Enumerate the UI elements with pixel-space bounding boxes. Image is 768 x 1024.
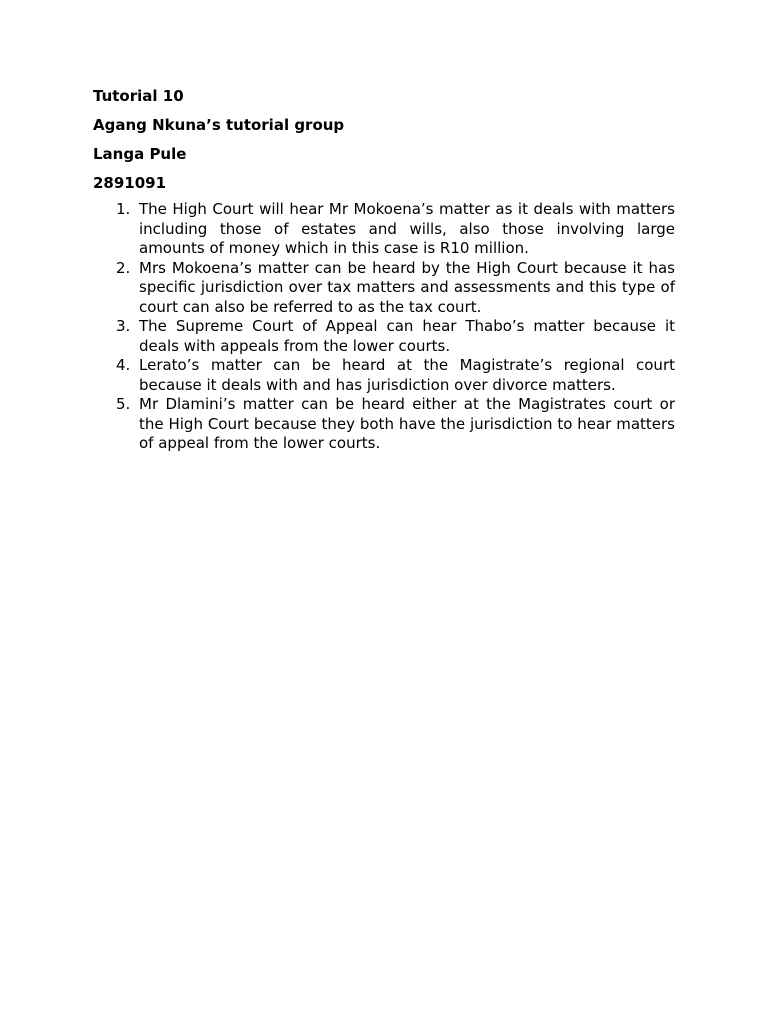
answer-number: 3. (116, 317, 131, 335)
answer-text: Mrs Mokoena’s matter can be heard by the High Court because it has specific jurisdiction over tax matters and assessments and this type of court can also be referred to as the tax court. (139, 258, 675, 316)
answer-text: Lerato’s matter can be heard at the Magistrate’s regional court because it deals with and has jurisdiction over divorce matters. (139, 356, 675, 394)
answer-text: Mr Dlamini’s matter can be heard either at the Magistrates court or the High Court because they both have the jurisdiction to hear matters of appeal from the lower courts. (139, 395, 675, 452)
student-name: Langa Pule (93, 145, 187, 163)
answer-text: The High Court will hear Mr Mokoena’s matter as it deals with matters including those of estates and wills, also those involving large amounts of money which in this case is R10 million. (139, 200, 675, 257)
answer-text: The Supreme Court of Appeal can hear Thabo’s matter because it deals with appeals from the lower courts. (139, 317, 675, 355)
answer-number: 2. (116, 258, 131, 277)
answer-number: 4. (116, 356, 131, 374)
answer-item (93, 395, 675, 454)
tutorial-group: Agang Nkuna’s tutorial group (93, 116, 345, 134)
answer-item (93, 200, 675, 259)
student-number: 2891091 (93, 174, 167, 192)
answer-number: 1. (116, 200, 131, 218)
answer-item (93, 317, 675, 356)
answer-item (93, 259, 675, 318)
tutorial-title: Tutorial 10 (93, 87, 184, 105)
answer-number: 5. (116, 395, 131, 413)
answer-list (93, 200, 675, 454)
document-page (93, 84, 675, 454)
answer-item (93, 356, 675, 395)
